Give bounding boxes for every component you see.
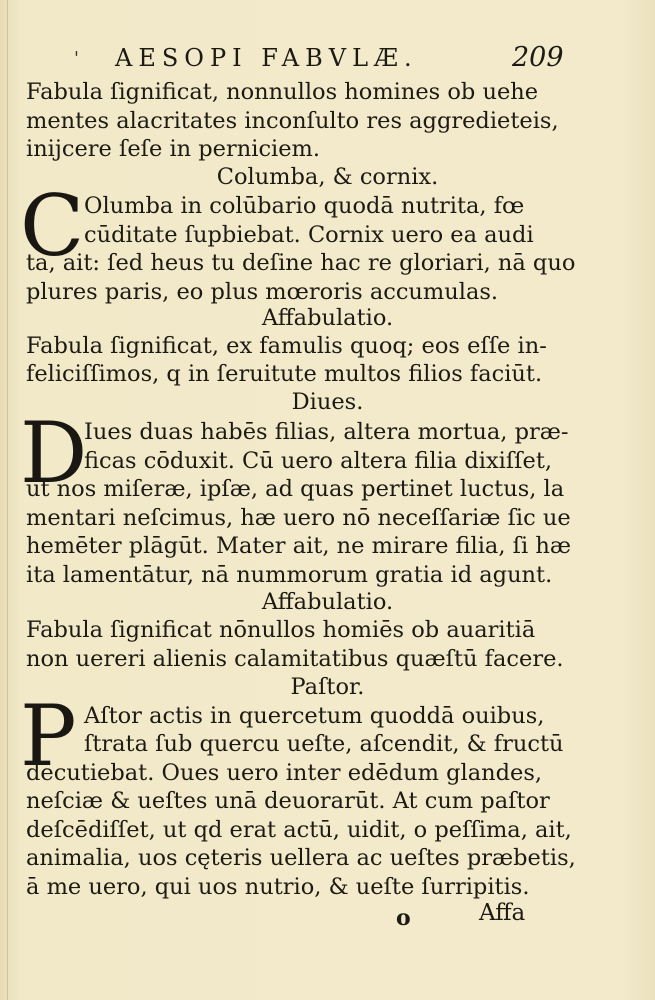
fable-title: Columba, & cornix. — [216, 164, 439, 190]
text-line: hemēter plāgūt. Mater ait, ne mirare filia, ſi hæ — [26, 533, 571, 559]
drop-capital: C — [20, 177, 85, 275]
text-line: ta, ait: ſed heus tu deſine hac re gloriari, nā quo — [26, 250, 576, 276]
drop-capital: D — [20, 404, 88, 502]
running-title: AESOPI FABVLÆ. — [115, 44, 418, 72]
text-line: inijcere ſeſe in perniciem. — [26, 136, 321, 162]
page-number: 209 — [512, 42, 564, 73]
text-line: plures paris, eo plus mœroris accumulas. — [26, 279, 499, 305]
text-line: mentari neſcimus, hæ uero nō neceſſariæ ſic ue — [26, 505, 571, 531]
text-line: decutiebat. Oues uero inter edēdum glandes, — [26, 760, 543, 786]
fable-title: Paſtor. — [290, 674, 365, 700]
text-line: ita lamentātur, nā nummorum gratia id agunt. — [26, 562, 553, 588]
fable-title: Diues. — [291, 389, 364, 415]
text-line: animalia, uos cęteris uellera ac ueſtes præbetis, — [26, 845, 576, 871]
text-line: Fabula ſignificat nōnullos homiēs ob auaritiā — [26, 617, 536, 643]
text-line: mentes alacritates inconſulto res aggredieteis, — [26, 108, 559, 134]
text-line: Aſtor actis in quercetum quoddā ouibus, — [84, 703, 545, 729]
catchword: Affa — [479, 900, 526, 926]
text-line: Fabula ſignificat, ex famulis quoq; eos eſſe in- — [26, 333, 547, 359]
moral-title: Affabulatio. — [261, 589, 394, 615]
text-line: Fabula ſignificat, nonnullos homines ob uehe — [26, 79, 539, 105]
text-line: ā me uero, qui uos nutrio, & ueſte ſurripitis. — [26, 874, 530, 900]
text-line: Olumba in colūbario quodā nutrita, fœ — [84, 193, 525, 219]
moral-title: Affabulatio. — [261, 305, 394, 331]
drop-capital: P — [20, 687, 77, 785]
text-line: deſcēdiſſet, ut qd erat actū, uidit, o peſſima, ait, — [26, 817, 572, 843]
text-line: ficas cōduxit. Cū uero altera filia dixiſſet, — [84, 448, 553, 474]
text-line: ſtrata ſub quercu ueſte, aſcendit, & fructū — [84, 731, 564, 757]
text-line: Iues duas habēs filias, altera mortua, præ- — [84, 419, 569, 445]
header-ornament: ' — [74, 48, 79, 69]
text-line: neſciæ & ueſtes unā deuorarūt. At cum paſtor — [26, 788, 550, 814]
text-line: ut nos miſeræ, ipſæ, ad quas pertinet luctus, la — [26, 476, 565, 502]
text-line: non uereri alienis calamitatibus quæſtū facere. — [26, 646, 564, 672]
text-line: cūditate ſupbiebat. Cornix uero ea audi — [84, 222, 534, 248]
signature-mark: o — [396, 905, 411, 931]
text-line: feliciſſimos, q in ſeruitute multos filios faciūt. — [26, 361, 543, 387]
